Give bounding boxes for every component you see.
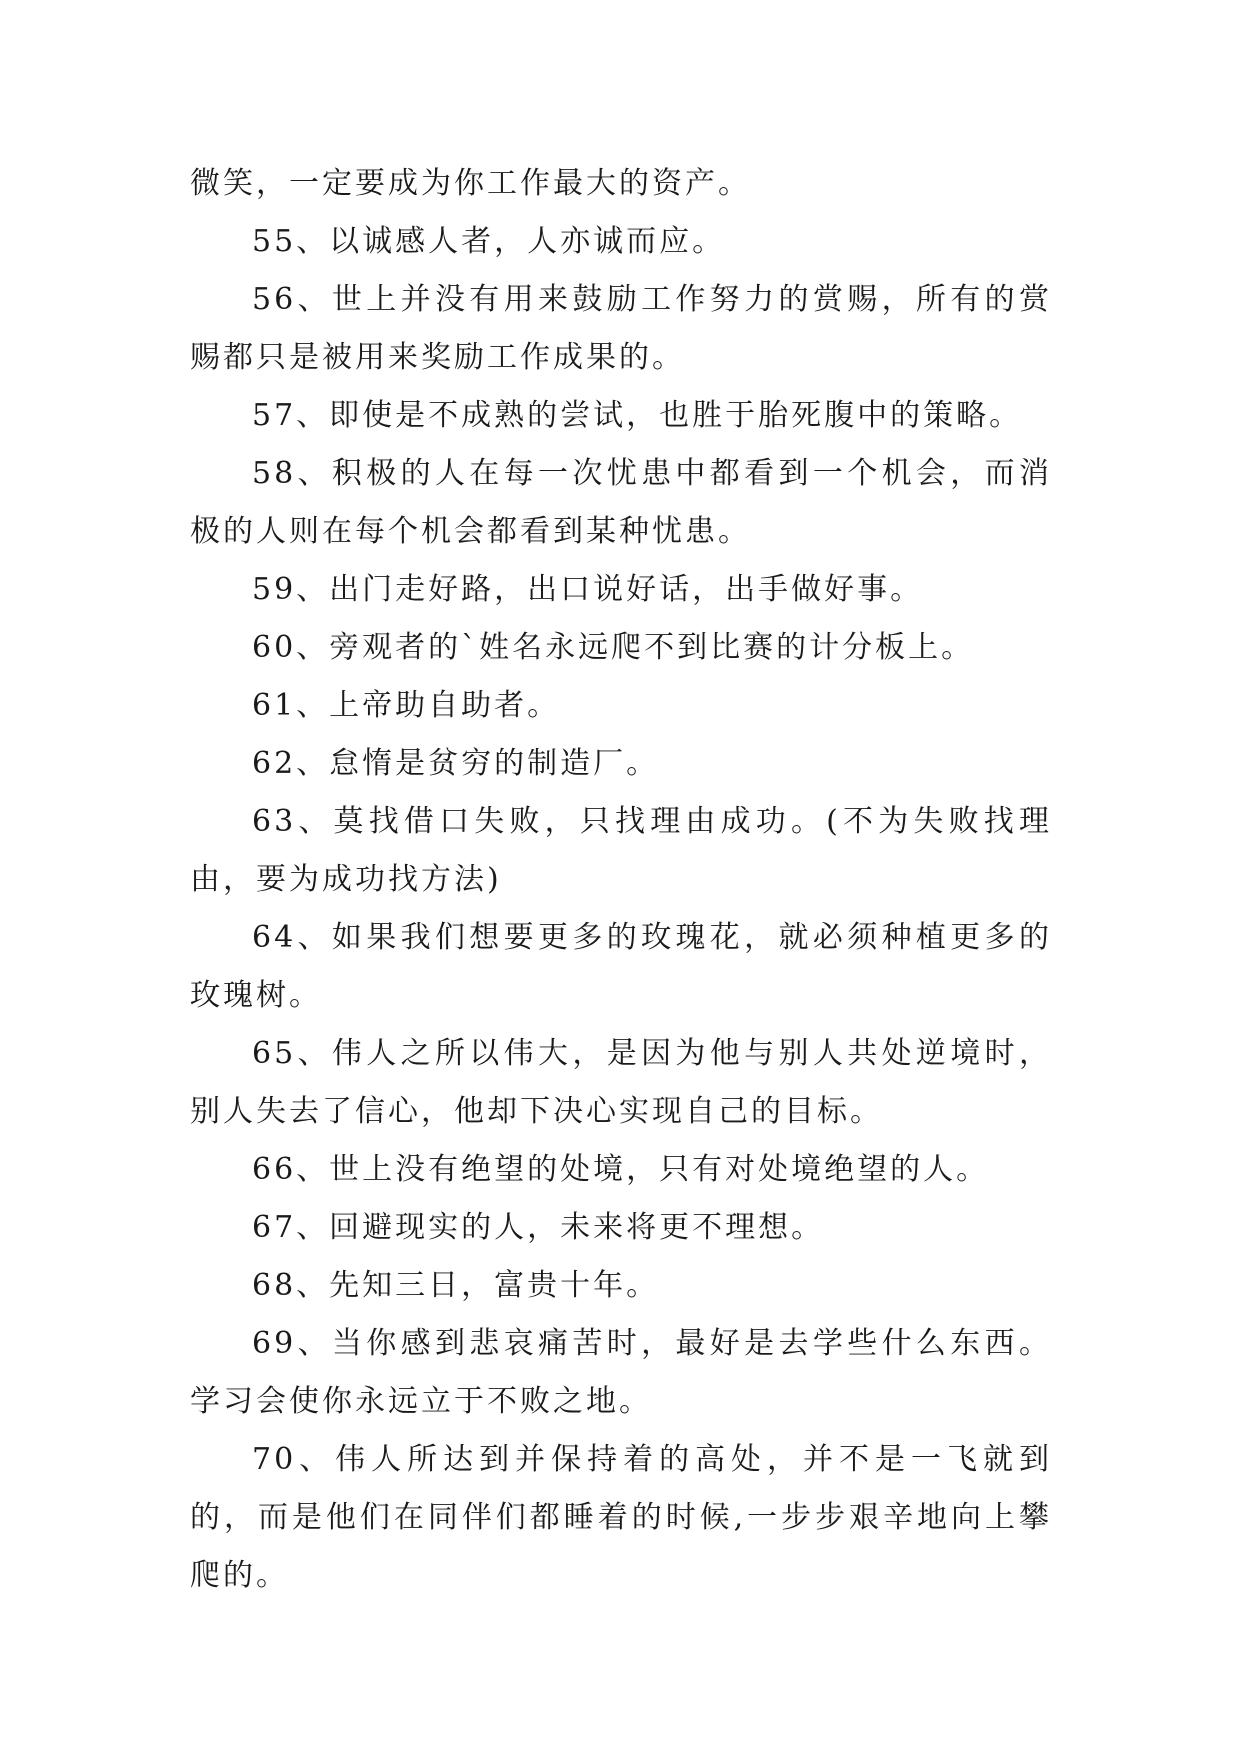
quote-59: 59、出门走好路，出口说好话，出手做好事。 <box>252 572 924 607</box>
quote-58: 58、积极的人在每一次忧患中都看到一个机会，而消极的人则在每个机会都看到某种忧患。 <box>190 456 1052 549</box>
quote-55: 55、以诚感人者，人亦诚而应。 <box>252 224 726 259</box>
quote-65: 65、伟人之所以伟大，是因为他与别人共处逆境时，别人失去了信心，他却下决心实现自己的目标。 <box>190 1036 1052 1129</box>
quote-70: 70、伟人所达到并保持着的高处，并不是一飞就到的，而是他们在同伴们都睡着的时候,一步步艰辛地向上攀爬的。 <box>190 1442 1052 1593</box>
paragraph-continuation: 微笑，一定要成为你工作最大的资产。 <box>190 166 751 201</box>
quote-67: 67、回避现实的人，未来将更不理想。 <box>252 1210 825 1245</box>
quote-69: 69、当你感到悲哀痛苦时，最好是去学些什么东西。学习会使你永远立于不败之地。 <box>190 1326 1052 1419</box>
quote-60: 60、旁观者的`姓名永远爬不到比赛的计分板上。 <box>252 630 975 665</box>
quote-61: 61、上帝助自助者。 <box>252 688 561 723</box>
quote-63: 63、莫找借口失败，只找理由成功。(不为失败找理由，要为成功找方法) <box>190 804 1052 897</box>
quote-64: 64、如果我们想要更多的玫瑰花，就必须种植更多的玫瑰树。 <box>190 920 1052 1013</box>
quote-68: 68、先知三日，富贵十年。 <box>252 1268 660 1303</box>
quote-66: 66、世上没有绝望的处境，只有对处境绝望的人。 <box>252 1152 990 1187</box>
quote-62: 62、怠惰是贫穷的制造厂。 <box>252 746 660 781</box>
document-body <box>190 155 1052 1605</box>
quote-56: 56、世上并没有用来鼓励工作努力的赏赐，所有的赏赐都只是被用来奖励工作成果的。 <box>190 282 1052 375</box>
quote-57: 57、即使是不成熟的尝试，也胜于胎死腹中的策略。 <box>252 398 1023 433</box>
